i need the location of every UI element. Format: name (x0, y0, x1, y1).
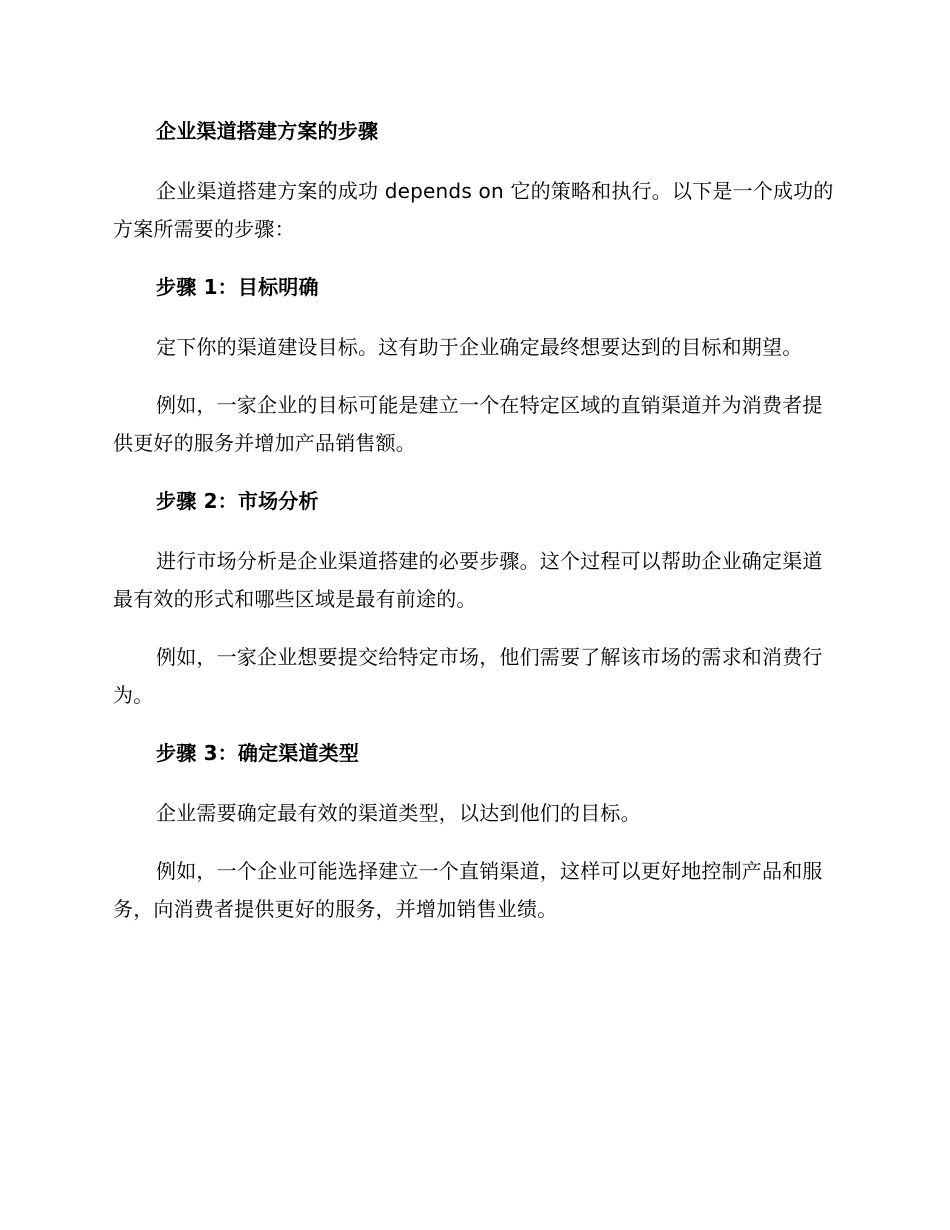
step-2-heading: 步骤 2：市场分析 (156, 489, 319, 513)
step-1-heading: 步骤 1：目标明确 (156, 275, 319, 299)
step-3-paragraph-2: 例如，一个企业可能选择建立一个直销渠道，这样可以更好地控制产品和服务，向消费者提供更好的服务，并增加销售业绩。 (113, 859, 823, 921)
step-3-paragraph-1: 企业需要确定最有效的渠道类型，以达到他们的目标。 (156, 801, 641, 825)
intro-paragraph: 企业渠道搭建方案的成功 depends on 它的策略和执行。以下是一个成功的方案所需要的步骤： (113, 179, 834, 241)
step-3-heading: 步骤 3：确定渠道类型 (156, 741, 360, 765)
step-1-paragraph-1: 定下你的渠道建设目标。这有助于企业确定最终想要达到的目标和期望。 (156, 335, 803, 359)
document-title: 企业渠道搭建方案的步骤 (156, 119, 379, 143)
step-1-paragraph-2: 例如，一家企业的目标可能是建立一个在特定区域的直销渠道并为消费者提供更好的服务并增加产品销售额。 (113, 393, 823, 455)
step-2-paragraph-1: 进行市场分析是企业渠道搭建的必要步骤。这个过程可以帮助企业确定渠道最有效的形式和哪些区域是最有前途的。 (113, 549, 823, 611)
document-body (113, 112, 836, 948)
step-2-paragraph-2: 例如，一家企业想要提交给特定市场，他们需要了解该市场的需求和消费行为。 (113, 645, 823, 707)
